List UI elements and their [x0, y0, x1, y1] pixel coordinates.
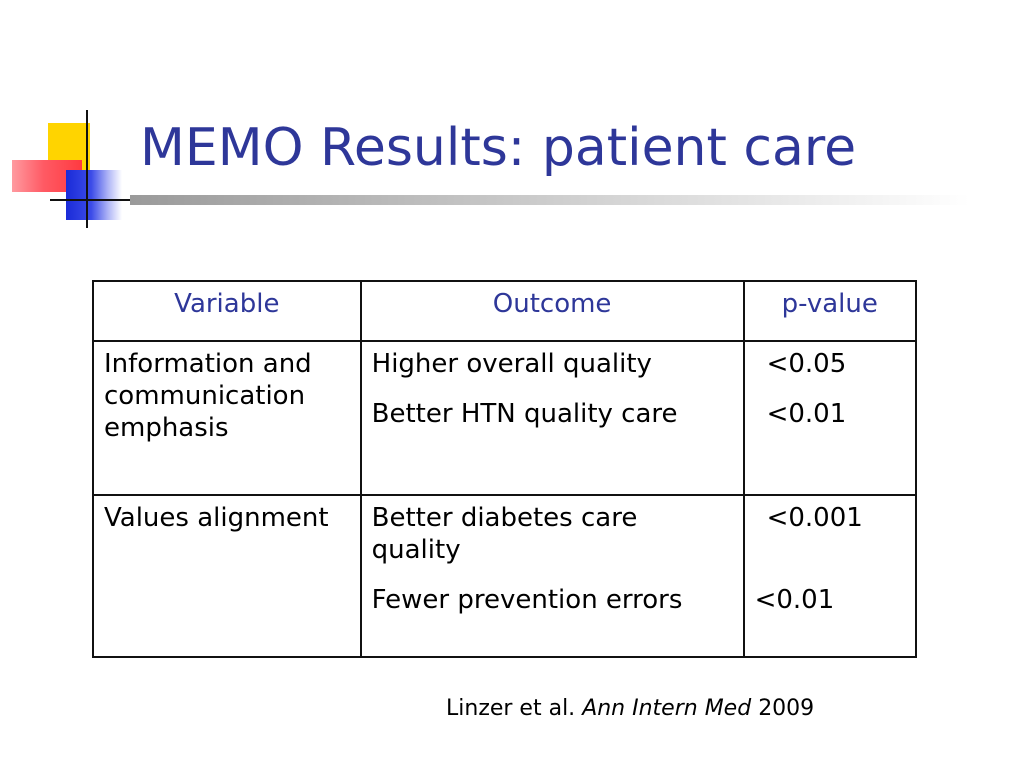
p-value-line: <0.001 — [766, 503, 863, 533]
cell-p-value — [744, 341, 916, 495]
title-underline-rule — [130, 195, 970, 205]
cell-variable: Values alignment — [93, 495, 361, 657]
p-value-line: <0.05 — [766, 349, 847, 379]
header-outcome: Outcome — [361, 281, 744, 341]
outcome-line: Fewer prevention errors — [371, 585, 683, 615]
slide-title: MEMO Results: patient care — [140, 118, 857, 178]
cell-outcome — [361, 495, 744, 657]
table-row — [93, 495, 916, 657]
cell-p-value — [744, 495, 916, 657]
header-variable: Variable — [93, 281, 361, 341]
citation-year: 2009 — [758, 696, 815, 721]
p-value-line: <0.01 — [754, 585, 835, 615]
citation-journal: Ann Intern Med — [582, 696, 752, 721]
table-row — [93, 341, 916, 495]
header-p-value: p-value — [744, 281, 916, 341]
outcome-line: Higher overall quality — [371, 349, 652, 379]
horizontal-line-decoration — [50, 199, 130, 201]
cell-outcome — [361, 341, 744, 495]
citation-authors: Linzer et al. — [446, 696, 576, 721]
results-table — [92, 280, 917, 658]
vertical-line-decoration — [86, 110, 88, 228]
slide-logo-graphic — [0, 0, 140, 240]
cell-variable: Information and communication emphasis — [93, 341, 361, 495]
p-value-line: <0.01 — [766, 399, 847, 429]
citation — [446, 696, 814, 721]
outcome-line: Better HTN quality care — [371, 399, 678, 429]
outcome-line: Better diabetes care quality — [371, 503, 638, 565]
table-header-row — [93, 281, 916, 341]
blue-square-decoration — [66, 170, 122, 220]
